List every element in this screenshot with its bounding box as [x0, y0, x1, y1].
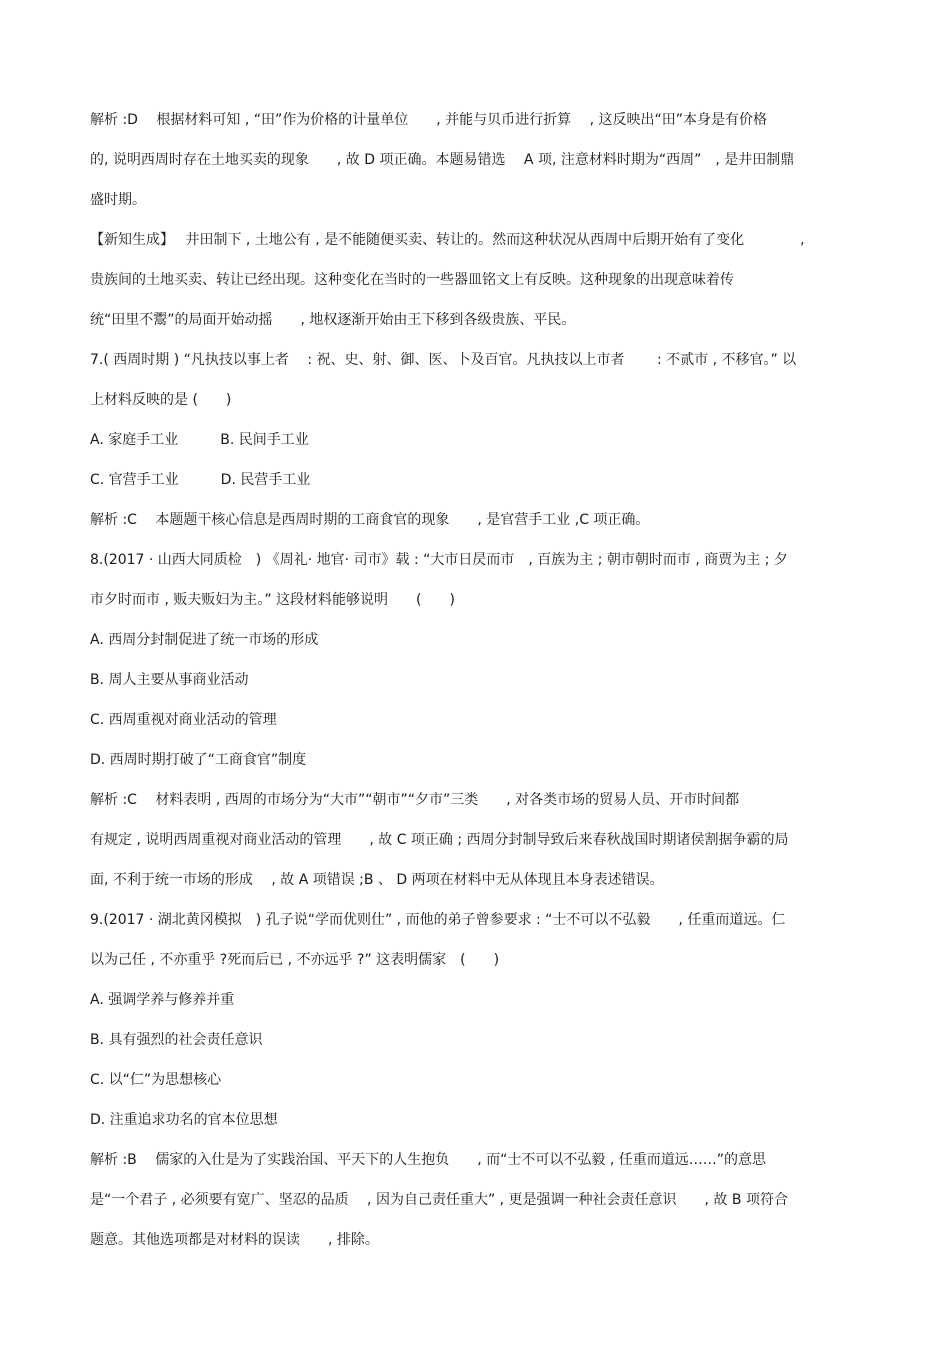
question-8-option-b: B. 周人主要从事商业活动	[90, 672, 249, 688]
question-8-analysis: 解析 :C 材料表明 , 西周的市场分为“大市”“朝市”“夕市”三类 , 对各类市场的贸易人员、开市时间都	[90, 792, 740, 808]
question-8-stem: 市夕时而市 , 贩夫贩妇为主。” 这段材料能够说明 ( )	[90, 592, 455, 608]
text-line: 贵族间的土地买卖、转让已经出现。这种变化在当时的一些器皿铭文上有反映。这种现象的出现意味着传	[90, 272, 734, 288]
question-9-option-b: B. 具有强烈的社会责任意识	[90, 1032, 263, 1048]
question-8-stem: 8.(2017 · 山西大同质检 ) 《周礼· 地官· 司市》载 : “大市日昃而市 , 百族为主 ; 朝市朝时而市 , 商贾为主 ; 夕	[90, 552, 788, 568]
question-7-stem: 上材料反映的是 ( )	[90, 392, 232, 408]
question-8-option-c: C. 西周重视对商业活动的管理	[90, 712, 277, 728]
question-9-analysis: 是“一个君子 , 必须要有宽广、坚忍的品质 , 因为自己责任重大” , 更是强调一种社会责任意识 , 故 B 项符合	[90, 1192, 788, 1208]
question-8-analysis: 有规定 , 说明西周重视对商业活动的管理 , 故 C 项正确 ; 西周分封制导致后来春秋战国时期诸侯割据争霸的局	[90, 832, 789, 848]
question-8-option-d: D. 西周时期打破了“工商食官”制度	[90, 752, 307, 768]
question-9-stem: 9.(2017 · 湖北黄冈模拟 ) 孔子说“学而优则仕” , 而他的弟子曾参要求 : “士不可以不弘毅 , 任重而道远。仁	[90, 912, 786, 928]
question-7-analysis: 解析 :C 本题题干核心信息是西周时期的工商食官的现象 , 是官营手工业 ,C 项正确。	[90, 512, 650, 528]
question-8-analysis: 面, 不利于统一市场的形成 , 故 A 项错误 ;B 、 D 两项在材料中无从体现且本身表述错误。	[90, 872, 664, 888]
text-line: 解析 :D 根据材料可知 , “田”作为价格的计量单位 , 并能与贝币进行折算 , 这反映出“田”本身是有价格	[90, 112, 768, 128]
question-9-analysis: 解析 :B 儒家的入仕是为了实践治国、平天下的人生抱负 , 而“士不可以不弘毅 , 任重而道远……”的意思	[90, 1152, 766, 1168]
question-7-options: C. 官营手工业 D. 民营手工业	[90, 472, 311, 488]
question-8-option-a: A. 西周分封制促进了统一市场的形成	[90, 632, 319, 648]
text-line: 的, 说明西周时存在土地买卖的现象 , 故 D 项正确。本题易错选 A 项, 注意材料时期为“西周” , 是井田制鼎	[90, 152, 795, 168]
text-line: 【新知生成】 井田制下 , 土地公有 , 是不能随便买卖、转让的。然而这种状况从西周中后期开始有了变化 ,	[90, 232, 805, 248]
text-line: 统“田里不鬻”的局面开始动摇 , 地权逐渐开始由王下移到各级贵族、平民。	[90, 312, 576, 328]
question-7-stem: 7.( 西周时期 ) “凡执技以事上者 : 祝、史、射、御、医、卜及百官。凡执技以上市者 : 不贰市 , 不移官。” 以	[90, 352, 797, 368]
question-7-options: A. 家庭手工业 B. 民间手工业	[90, 432, 309, 448]
question-9-option-a: A. 强调学养与修养并重	[90, 992, 235, 1008]
question-9-option-d: D. 注重追求功名的官本位思想	[90, 1112, 278, 1128]
question-9-analysis: 题意。其他选项都是对材料的误读 , 排除。	[90, 1232, 379, 1248]
question-9-option-c: C. 以“仁”为思想核心	[90, 1072, 222, 1088]
question-9-stem: 以为己任 , 不亦重乎 ?死而后已 , 不亦远乎 ?” 这表明儒家 ( )	[90, 952, 500, 968]
text-line: 盛时期。	[90, 192, 146, 208]
